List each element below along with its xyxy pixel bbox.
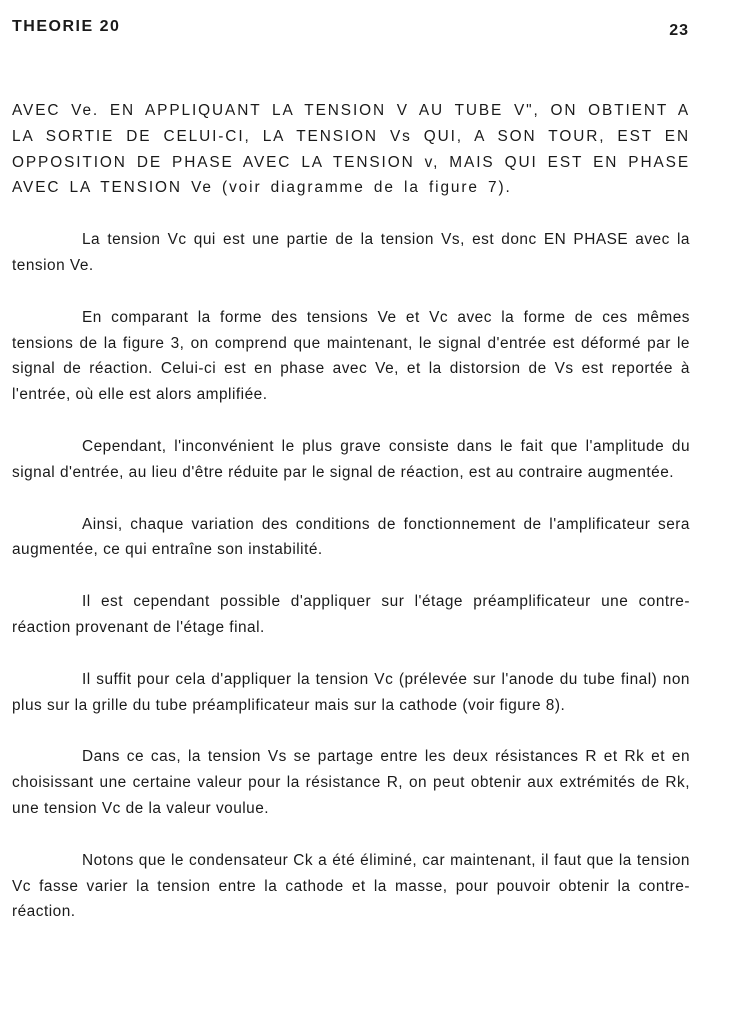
paragraph: Cependant, l'inconvénient le plus grave consiste dans le fait que l'amplitude du signal d'entrée, au lieu d'être réduite par le signal de réaction, est au contraire augmentée. [12, 437, 690, 481]
paragraph-continuation: AVEC Ve. EN APPLIQUANT LA TENSION V AU TUBE V", ON OBTIENT A LA SORTIE DE CELUI-CI, LA TENSION Vs QUI, A SON TOUR, EST EN OPPOSITION DE PHASE AVEC LA TENSION v, MAIS QUI EST EN PHASE AVEC LA TENSION Ve (voir diagramme de la figure 7). [12, 102, 690, 197]
page-body [12, 98, 690, 925]
page-number: 23 [669, 22, 689, 39]
paragraph: Ainsi, chaque variation des conditions de fonctionnement de l'amplificateur sera augmentée, ce qui entraîne son instabilité. [12, 515, 690, 559]
paragraph: Il est cependant possible d'appliquer sur l'étage préamplificateur une contre-réaction provenant de l'étage final. [12, 593, 690, 636]
page-header [12, 18, 689, 42]
paragraph: En comparant la forme des tensions Ve et Vc avec la forme de ces mêmes tensions de la figure 3, on comprend que maintenant, le signal d'entrée est déformé par le signal de réaction. Celui-ci est en phase avec Ve, et la distorsion de Vs est reportée à l'entrée, où elle est alors amplifiée. [12, 308, 690, 404]
running-head: THEORIE 20 [12, 18, 121, 35]
paragraph: Dans ce cas, la tension Vs se partage entre les deux résistances R et Rk et en choisissant une certaine valeur pour la résistance R, on peut obtenir aux extrémités de Rk, une tension Vc de la valeur voulue. [12, 748, 690, 817]
paragraph: Notons que le condensateur Ck a été éliminé, car maintenant, il faut que la tension Vc fasse varier la tension entre la cathode et la masse, pour pouvoir obtenir la contre-réaction. [12, 851, 690, 921]
paragraph: La tension Vc qui est une partie de la tension Vs, est donc EN PHASE avec la tension Ve. [12, 231, 690, 274]
paragraph: Il suffit pour cela d'appliquer la tension Vc (prélevée sur l'anode du tube final) non plus sur la grille du tube préamplificateur mais sur la cathode (voir figure 8). [12, 670, 690, 714]
